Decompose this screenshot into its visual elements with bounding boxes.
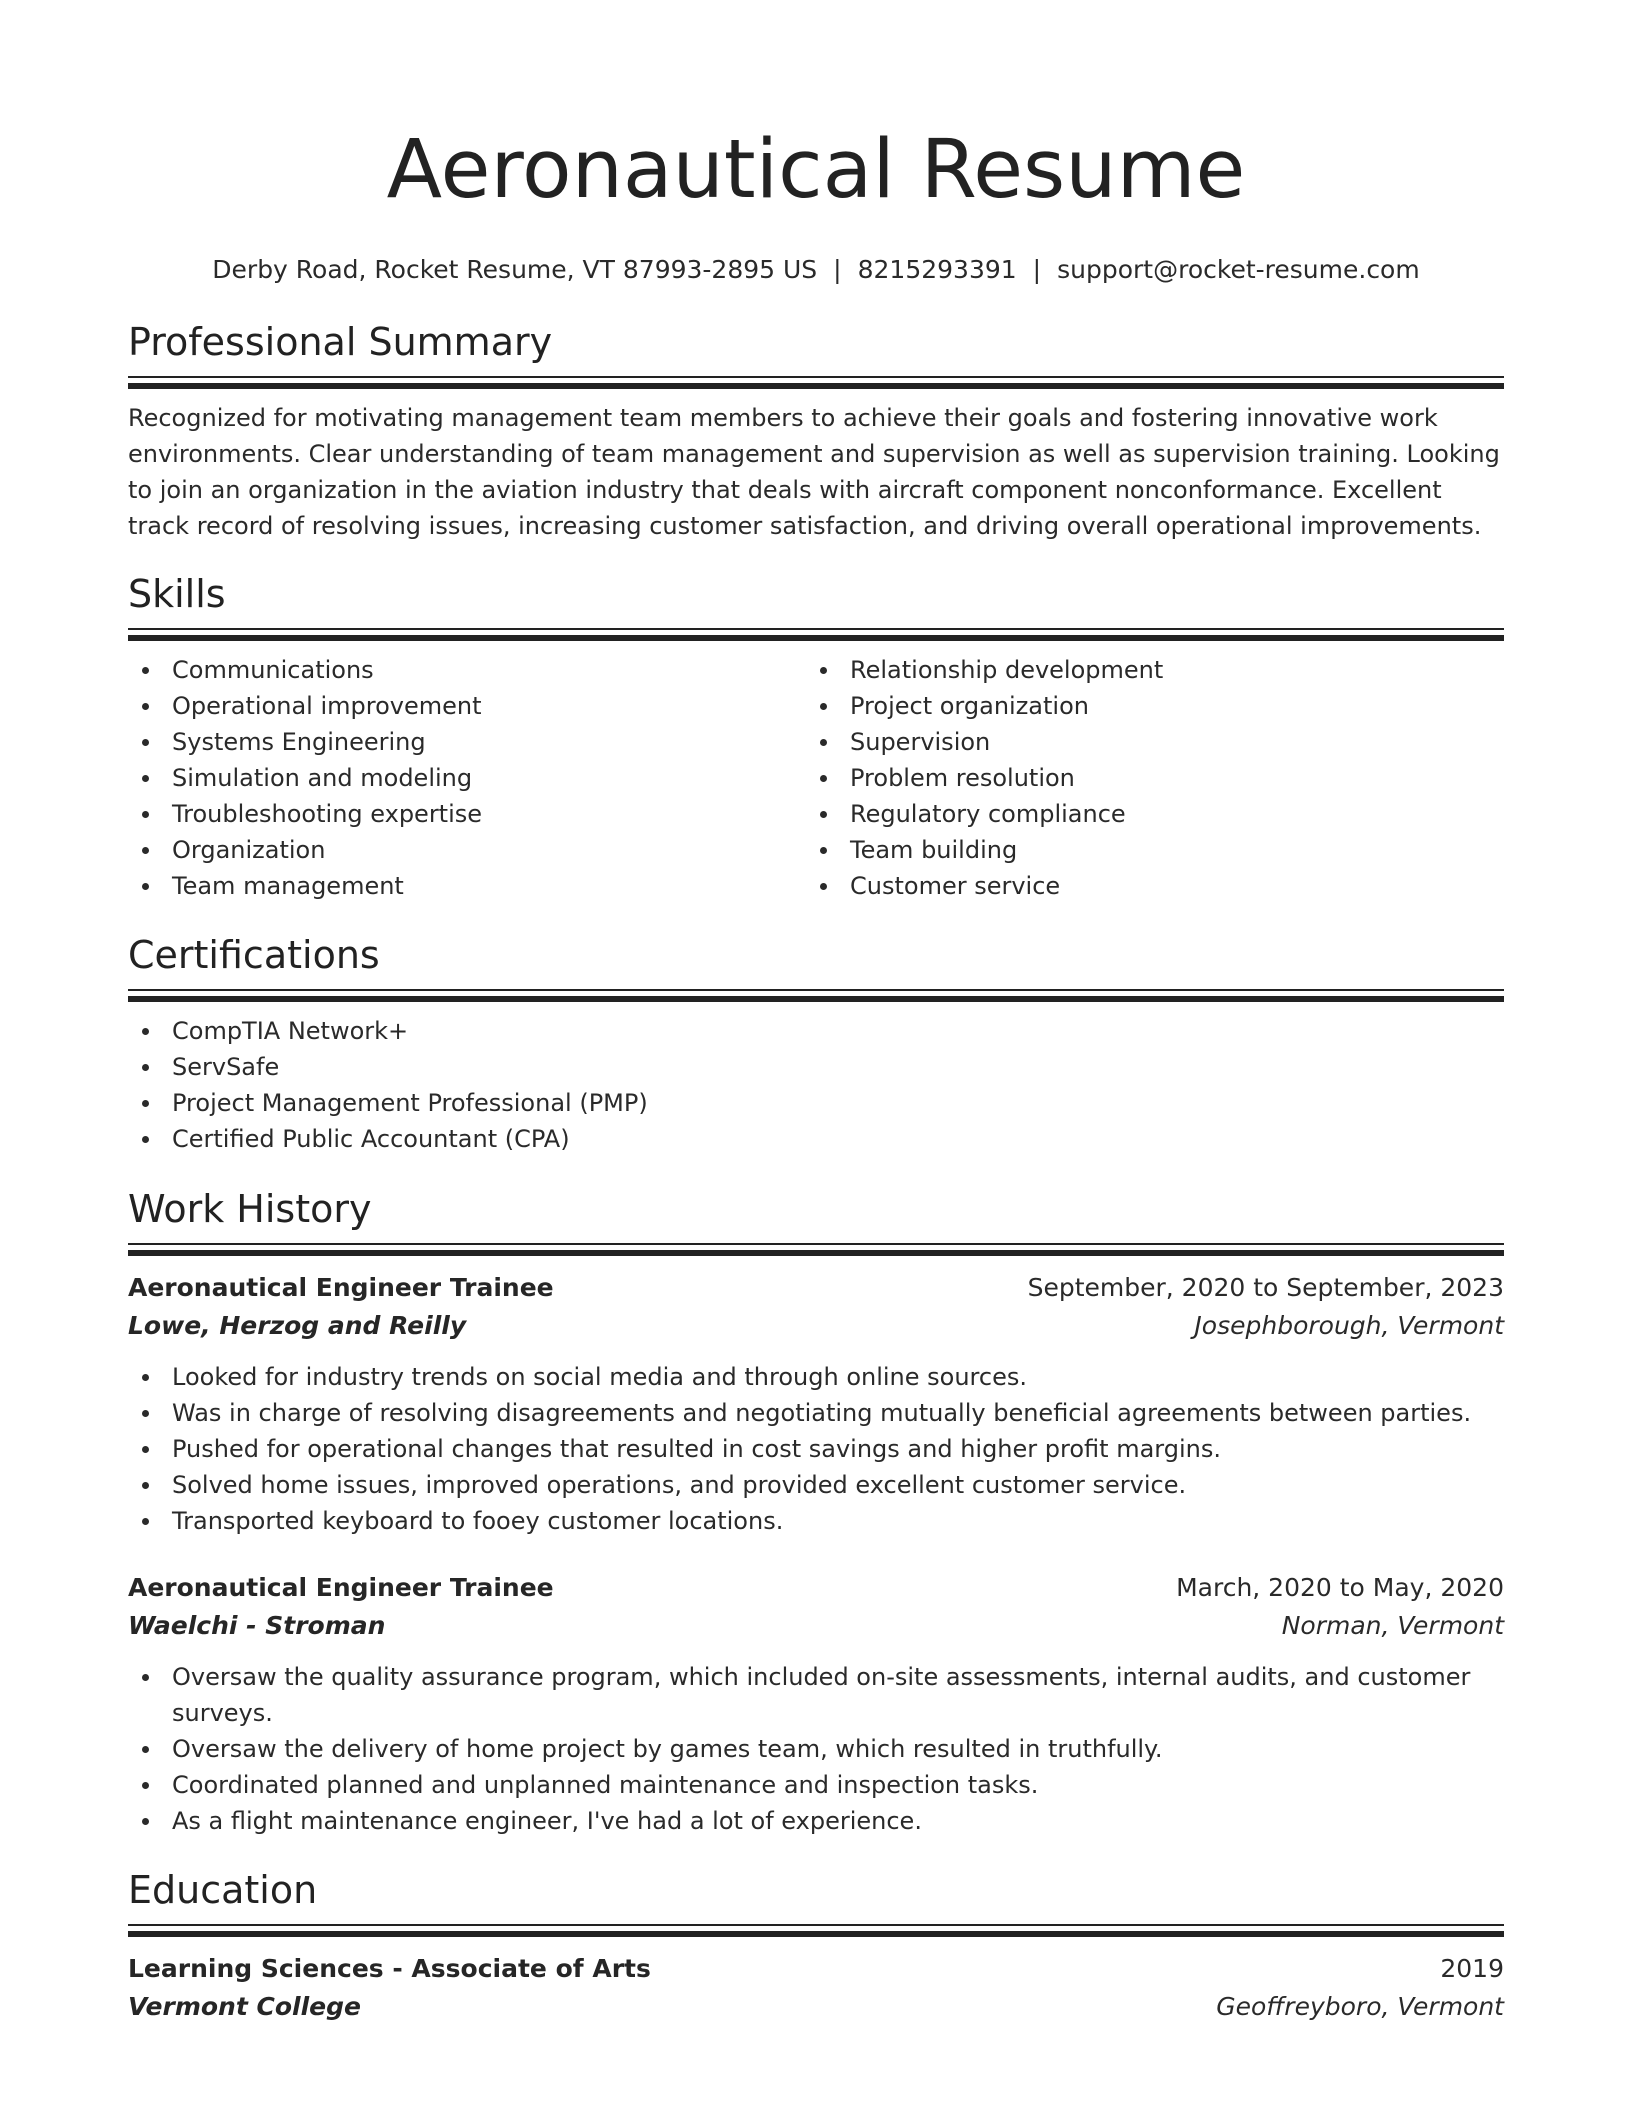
skill-item: Systems Engineering xyxy=(128,724,806,760)
education-school: Vermont College xyxy=(128,1992,361,2021)
skill-item: Communications xyxy=(128,652,806,688)
job-bullet: Solved home issues, improved operations, and provided excellent customer service. xyxy=(128,1467,1504,1503)
job-bullet: Pushed for operational changes that resulted in cost savings and higher profit margins. xyxy=(128,1431,1504,1467)
skills-list-right xyxy=(806,652,1484,904)
job-dates: March, 2020 to May, 2020 xyxy=(1176,1573,1504,1602)
work-section xyxy=(128,1186,1504,1839)
skill-item: Simulation and modeling xyxy=(128,760,806,796)
education-entry xyxy=(128,1950,1504,2026)
certification-item: Certified Public Accountant (CPA) xyxy=(128,1121,1504,1157)
education-school-row xyxy=(128,1988,1504,2026)
section-divider xyxy=(128,1924,1504,1936)
certifications-section xyxy=(128,932,1504,1157)
job-bullets xyxy=(128,1359,1504,1539)
summary-section xyxy=(128,319,1504,544)
skill-item: Problem resolution xyxy=(806,760,1484,796)
skills-columns xyxy=(128,652,1504,904)
skills-list-left xyxy=(128,652,806,904)
section-divider xyxy=(128,1243,1504,1255)
education-title: Education xyxy=(128,1868,318,1912)
summary-text: Recognized for motivating management team members to achieve their goals and fostering innovative work environments. Clear understanding of team management and supervision as well as supervision training. Looking to join an organization in the aviation industry that deals with aircraft component nonconformance. Excellent track record of resolving issues, increasing customer satisfaction, and driving overall operational improvements. xyxy=(128,404,1500,540)
job-bullet: Transported keyboard to fooey customer locations. xyxy=(128,1503,1504,1539)
job-company: Lowe, Herzog and Reilly xyxy=(128,1311,467,1340)
job-bullet: Was in charge of resolving disagreements and negotiating mutually beneficial agreements between parties. xyxy=(128,1395,1504,1431)
education-location: Geoffreyboro, Vermont xyxy=(1216,1992,1504,2021)
resume-name: Aeronautical Resume xyxy=(386,123,1246,217)
job-company-row xyxy=(128,1607,1504,1645)
skill-item: Project organization xyxy=(806,688,1484,724)
job-company: Waelchi - Stroman xyxy=(128,1611,386,1640)
job-bullet: As a flight maintenance engineer, I've had a lot of experience. xyxy=(128,1803,1504,1839)
skill-item: Troubleshooting expertise xyxy=(128,796,806,832)
contact-phone: 8215293391 xyxy=(857,255,1017,284)
job-dates: September, 2020 to September, 2023 xyxy=(1027,1273,1504,1302)
section-divider xyxy=(128,628,1504,640)
certifications-title: Certifications xyxy=(128,933,380,977)
resume-page xyxy=(128,0,1504,2026)
certification-item: CompTIA Network+ xyxy=(128,1013,1504,1049)
certification-item: Project Management Professional (PMP) xyxy=(128,1085,1504,1121)
job-header-row xyxy=(128,1269,1504,1307)
summary-title: Professional Summary xyxy=(128,320,553,364)
contact-email: support@rocket-resume.com xyxy=(1057,255,1420,284)
education-year: 2019 xyxy=(1440,1954,1504,1983)
contact-line xyxy=(128,254,1504,286)
job-entry xyxy=(128,1269,1504,1539)
skill-item: Operational improvement xyxy=(128,688,806,724)
job-title: Aeronautical Engineer Trainee xyxy=(128,1573,554,1602)
job-bullet: Oversaw the delivery of home project by games team, which resulted in truthfully. xyxy=(128,1731,1504,1767)
skill-item: Relationship development xyxy=(806,652,1484,688)
skill-item: Customer service xyxy=(806,868,1484,904)
education-header-row xyxy=(128,1950,1504,1988)
certification-item: ServSafe xyxy=(128,1049,1504,1085)
contact-separator: | xyxy=(833,255,842,284)
contact-address: Derby Road, Rocket Resume, VT 87993-2895 US xyxy=(212,255,818,284)
section-divider xyxy=(128,376,1504,388)
skills-title: Skills xyxy=(128,572,226,616)
skill-item: Team management xyxy=(128,868,806,904)
job-bullet: Oversaw the quality assurance program, which included on-site assessments, internal audits, and customer surveys. xyxy=(128,1659,1504,1731)
skill-item: Supervision xyxy=(806,724,1484,760)
certifications-list xyxy=(128,1013,1504,1157)
skill-item: Regulatory compliance xyxy=(806,796,1484,832)
education-section xyxy=(128,1867,1504,2026)
skill-item: Team building xyxy=(806,832,1484,868)
job-bullets xyxy=(128,1659,1504,1839)
job-location: Norman, Vermont xyxy=(1281,1611,1504,1640)
job-company-row xyxy=(128,1307,1504,1345)
job-title: Aeronautical Engineer Trainee xyxy=(128,1273,554,1302)
skills-section xyxy=(128,571,1504,904)
section-divider xyxy=(128,989,1504,1001)
job-header-row xyxy=(128,1569,1504,1607)
skill-item: Organization xyxy=(128,832,806,868)
job-bullet: Coordinated planned and unplanned maintenance and inspection tasks. xyxy=(128,1767,1504,1803)
work-title: Work History xyxy=(128,1187,372,1231)
job-bullet: Looked for industry trends on social media and through online sources. xyxy=(128,1359,1504,1395)
education-degree: Learning Sciences - Associate of Arts xyxy=(128,1954,651,1983)
job-entry xyxy=(128,1569,1504,1839)
contact-separator: | xyxy=(1032,255,1042,284)
job-location: Josephborough, Vermont xyxy=(1194,1311,1504,1340)
